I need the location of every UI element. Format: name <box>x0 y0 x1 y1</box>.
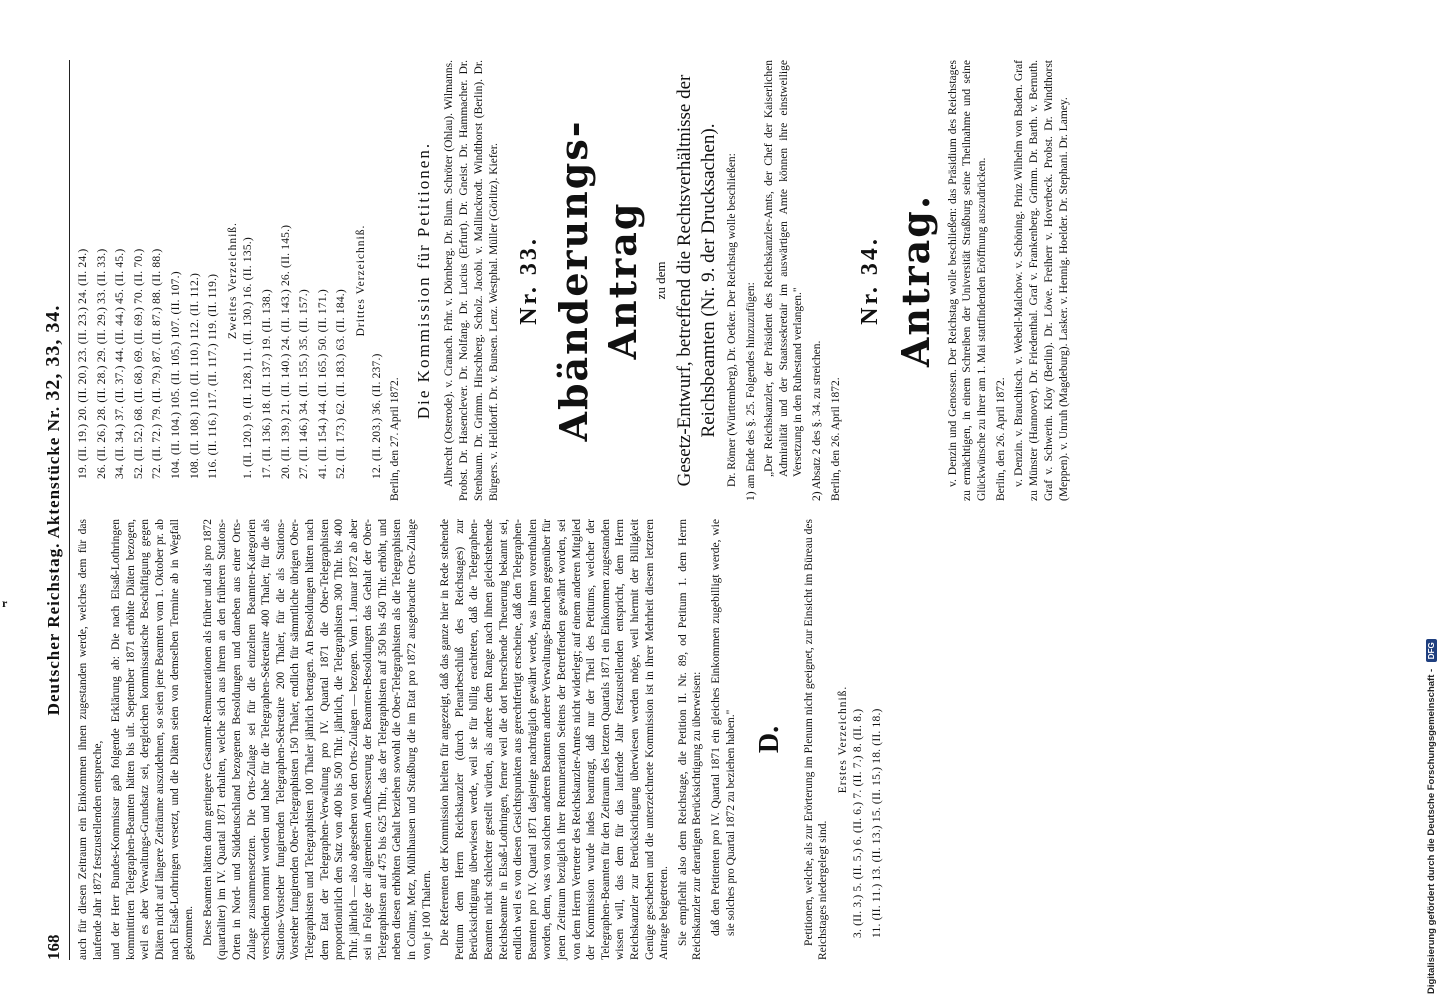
paragraph: und der Herr Bundes-Kommissar gab folgende Erklärung ab: Die nach Elsaß-Lothringen kommittirten Telegraphen-Beamten hätten bis ult. September 1871 erhöhte Diäten bezogen, weil es aber Verwaltungs-Grundsatz sei, dergleichen kommissarische Beschäftigung gegen Diäten nicht auf längere Zeiträume auszudehnen, so seien jene Beamten vom 1. Oktober pr. ab nach Elsaß-Lothringen versetzt, und die Diäten seien von demselben Termine ab in Wegfall gekommen. <box>110 519 196 960</box>
list-line: 11. (II. 11.) 13. (II. 13.) 15. (II. 15.) 18. (II. 18.) <box>871 708 884 938</box>
list-line: 19. (II. 19.) 20. (II. 20.) 23. (II. 23.) 24. (II. 24.) <box>77 248 89 479</box>
margin-mark: r <box>2 596 8 610</box>
dfg-notice-label: Digitalisierung gefördert durch die Deutsche Forschungsgemeinschaft - <box>1426 668 1437 994</box>
section-heading-body: Gesetz-Entwurf, betreffend die Rechtsverhältnisse der Reichsbeamten (Nr. 9. der Drucksachen). <box>674 74 720 487</box>
list-heading: Zweites Verzeichniß. <box>226 222 239 339</box>
list-line: 20. (II. 139.) 21. (II. 140.) 24. (II. 143.) 26. (II. 145.) <box>279 224 292 479</box>
paragraph-quote: daß den Petitenten pro IV. Quartal 1871 ein gleiches Einkommen zugebilligt werde, wie sie solches pro Quartal 1872 zu beziehen haben." <box>709 519 737 936</box>
digitization-notice-text <box>1426 4 1437 994</box>
list-line: 34. (II. 34.) 37. (II. 37.) 44. (II. 44.) 45. (II. 45.) <box>114 248 127 479</box>
list-line: 108. (II. 108.) 110. (II. 110.) 112. (II. 112.) <box>188 272 201 479</box>
page-title-prefix: Deutscher Reichstag. Aktenstücke Nr. <box>44 405 63 716</box>
paragraph: 1) am Ende des §. 25. Folgendes hinzuzufügen: <box>744 282 757 501</box>
list-heading: Drittes Verzeichniß. <box>354 224 367 337</box>
paragraph: Diese Beamten hätten dann geringere Gesammt-Remunerationen als früher und als pro 1872 (quartaliter) im IV. Quartal 1871 erhalten, welche sich aus ihrem an den früheren Stations-Orten in Nord- und Süddeutschland bezogenen Besoldungen und daneben aus einer Orts-Zulage zusammensetzten. Die Orts-Zulage sei für die einzelnen Beamten-Kategorien verschieden normirt worden und habe für die Telegraphen-Sekretaire 400 Thaler, für die als Stations-Vorsteher fungirenden Telegraphen-Sekretaire 200 Thaler, für die als Stations-Vorsteher fungirenden Ober-Telegraphisten 150 Thaler, endlich für sämmtliche übrigen Ober-Telegraphisten und Telegraphisten 100 Thaler jährlich betragen. An Besoldungen hätten nach dem Etat der Telegraphen-Verwaltung pro IV. Quartal 1871 die Ober-Telegraphisten proportionirlich den Satz von 400 bis 500 Thlr. jährlich, die Telegraphisten 300 Thlr. bis 400 Thlr. jährlich — also abgesehen von den Orts-Zulagen — bezogen. Vom 1. Januar 1872 ab aber sei in Folge der allgemeinen Aufbesserung der Beamten-Besoldungen das Gehalt der Ober-Telegraphisten auf 475 bis 625 Thlr., das der Telegraphisten auf 350 bis 450 Thlr. erhöht, und neben diesen erhöhten Gehalt beziehen sowohl die Ober-Telegraphisten als die Telegraphisten in Colmar, Metz, Mühlhausen und Straßburg die im Etat pro 1872 ausgebrachte Orts-Zulage von je 100 Thalern. <box>201 519 433 960</box>
document-page <box>20 24 1340 984</box>
list-line: 3. (II. 3.) 5. (II. 5.) 6. (II. 6.) 7. (II. 7.) 8. (II. 8.) <box>852 708 865 938</box>
list-line: 12. (II. 203.) 36. (II. 237.) <box>370 353 383 479</box>
running-head <box>42 60 70 960</box>
list-line: 1. (II. 120.) 9. (II. 128.) 11. (II. 130.) 16. (II. 135.) <box>242 237 255 479</box>
page-title <box>42 120 65 900</box>
paragraph: Dr. Römer (Württemberg), Dr. Oetker. Der Reichstag wolle beschließen: <box>725 153 738 487</box>
list-line: 26. (II. 26.) 28. (II. 28.) 29. (II. 29.) 33. (II. 33.) <box>95 248 108 479</box>
date-line: Berlin, den 26. April 1872. <box>829 377 842 501</box>
paragraph: 2) Absatz 2 des §. 34. zu streichen. <box>810 340 823 501</box>
list-line: 116. (II. 116.) 117. (II. 117.) 119. (II. 119.) <box>207 273 220 479</box>
list-line: 104. (II. 104.) 105. (II. 105.) 107. (II. 107.) <box>169 271 182 479</box>
paragraph: Die Referenten der Kommission hielten für angezeigt, daß das ganze hier in Rede stehende Petitum dem Herrn Reichskanzler (durch Plenarbeschluß des Reichstages) zur Berücksichtigung überwiesen werde, weil sie für billig erachteten, daß die Telegraphen-Beamten nicht schlechter gestellt würden, als andere dem Range nach ihnen gleichstehende Reichsbeamte in Elsaß-Lothringen, ferner weil die dort herrschende Theuerung bekannt sei, endlich weil es von diesen Gesichtspunkten aus gerechtfertigt erscheine, daß den Telegraphen-Beamten pro IV. Quartal 1871 dasjenige nachträglich gewährt werde, was ihnen vorenthalten worden, denn, was von solchen anderen Beamten anderer Verwaltungs-Branchen gegenüber für jenen Zeitraum bezüglich ihrer Remuneration Seitens der Betreffenden gewährt worden, sei von dem Herrn Vertreter des Reichskanzler-Amtes nicht widerlegt; auf einem anderen Mitglied der Kommission wurde indes beantragt, daß nur der Theil des Petitums, welcher der Telegraphen-Beamten für den Zeitraum des letzten Quartals 1871 ein Einkommen zugestanden wissen will, das dem für das laufende Jahr festzustellenden entspricht, dem Herrn Reichskanzler zur Berücksichtigung überwiesen werden möge, weil hiermit der Billigkeit Genüge geschehen und die unterzeichnete Kommission ist in ihrer Mehrheit diesem letzteren Antrage beigetreten. <box>439 519 671 960</box>
list-line: 17. (II. 136.) 18. (II. 137.) 19. (II. 138.) <box>260 289 273 479</box>
page-title-numbers: 32, 33, 34. <box>42 304 64 401</box>
dfg-logo: DFG <box>1426 639 1437 662</box>
left-column <box>76 519 1316 960</box>
section-number: Nr. 33. <box>516 236 543 325</box>
section-letter: D. <box>754 725 786 754</box>
date-line: Berlin, den 27. April 1872. <box>389 377 402 501</box>
paragraph: auch für diesen Zeitraum ein Einkommen ihnen zugestanden werde, welches dem für das laufende Jahr 1872 festzustellenden entspreche, <box>77 519 104 960</box>
list-line: 52. (II. 52.) 68. (II. 68.) 69. (II. 69.) 70. (II. 70.) <box>132 248 145 479</box>
section-subtitle: zu dem <box>652 261 668 300</box>
date-line: Berlin, den 26. April 1872. <box>994 377 1007 501</box>
commission-names: Albrecht (Osterode). v. Cranach. Frhr. v. Dörnberg. Dr. Blum. Schröter (Ohlau). Wilmanns. Probst. Dr. Hasenclever. Dr. Nolfang. Dr. Lucius (Erfurt). Dr. Gneist. Dr. Hammacher. Dr. Stenbaum. Dr. Grimm. Hirschberg. Scholz. Jacobi. v. Mallinckrodt. Windthorst (Berlin). Dr. Bürgers. v. Helldorff. Dr. v. Bunsen. Lenz. Westphal. Müller (Görlitz). Kiefer. <box>443 60 501 501</box>
paragraph: Sie empfiehlt also dem Reichstage, die Petition II. Nr. 89, od Petitum 1. dem Herrn Reichskanzler zur derartigen Berücksichtigung zu überweisen: <box>676 519 704 960</box>
list-line: 72. (II. 72.) 79. (II. 79.) 87. (II. 87.) 88. (II. 88.) <box>151 248 164 479</box>
list-line: 27. (II. 146.) 34. (II. 155.) 35. (II. 157.) <box>298 289 311 479</box>
section-number: Nr. 34. <box>857 236 884 325</box>
section-title: Abänderungs-Antrag <box>551 119 645 442</box>
list-line: 41. (II. 154.) 44. (II. 165.) 50. (II. 171.) <box>316 289 329 479</box>
commission-title: Die Kommission für Petitionen. <box>413 141 433 420</box>
petitions-intro: Petitionen, welche, als zur Erörterung im Plenum nicht geeignet, zur Einsicht im Büreau des Reichstages niedergelegt sind. <box>802 519 830 960</box>
paragraph: v. Denzin und Genossen. Der Reichstag wolle beschließen: das Präsidium des Reichstages zu ermächtigen, in einem Schreiben der Universität Straßburg seine Theilnahme und seine Glückwünsche zu ihrer am 1. Mai stattfindenden Eröffnung auszudrücken. <box>946 60 989 501</box>
signatory-names: v. Denzin. v. Brauchitsch. v. Webell-Malchow. v. Schöning. Prinz Wilhelm von Baden. Graf zu Münster (Hannover). Dr. Friedenthal. Graf v. Frankenberg. Grimm. Dr. Barth. v. Bernuth. Graf v. Schwerin. Kloy (Berlin). Dr. Löwe. Freiherr v. Hoverbeck. Probst. Dr. Windthorst (Meppen). v. Unruh (Magdeburg). Lasker. v. Hennig. Hoelder. Dr. Stephani. Dr. Lamey. <box>1013 60 1071 501</box>
list-heading: Erstes Verzeichniß. <box>836 685 849 794</box>
section-title: Antrag. <box>892 193 938 368</box>
page-number: 168 <box>44 934 63 960</box>
paragraph-quote: „Der Reichskanzler, der Präsident des Reichskanzler-Amts, der Chef der Kaiserlichen Admiralität und der Staatssekretair im auswärtigen Amte können ihre einstweilige Versetzung in den Ruhestand verlangen." <box>763 60 805 477</box>
right-column <box>76 60 1316 501</box>
digitization-notice <box>1400 0 1437 1000</box>
list-line: 52. (II. 173.) 62. (II. 183.) 63. (II. 184.) <box>335 289 348 479</box>
